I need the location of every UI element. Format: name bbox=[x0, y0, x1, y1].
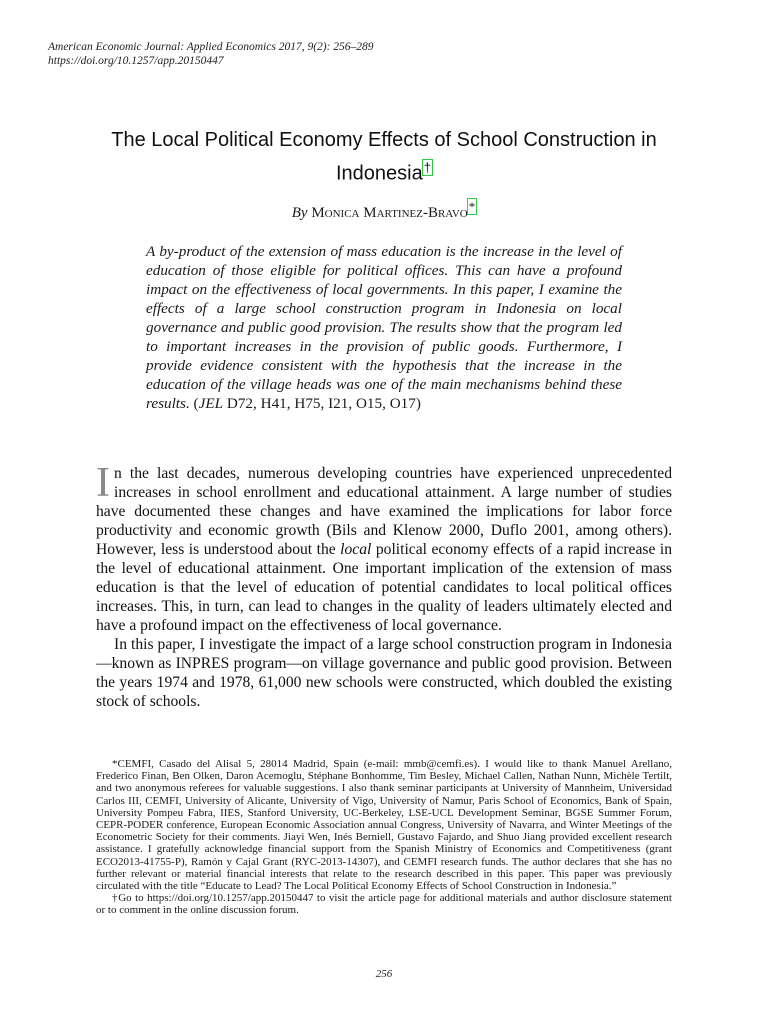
author-line bbox=[0, 197, 768, 223]
footnote-article-link: †Go to https://doi.org/10.1257/app.20150447 to visit the article page for additional materials and author disclosure statement or to comment in the online discussion forum. bbox=[96, 892, 672, 917]
journal-citation: American Economic Journal: Applied Economics 2017, 9(2): 256–289 bbox=[48, 41, 374, 53]
abstract-text: A by-product of the extension of mass education is the increase in the level of education of those eligible for political offices. This can have a profound impact on the effectiveness of local governments. In this paper, I examine the effects of a large school construction program in Indonesia on local governance and public good provision. The results show that the program led to important increases in the provision of public goods. Furthermore, I provide evidence consistent with the hypothesis that the increase in the education of the village heads was one of the main mechanisms behind these results. bbox=[146, 243, 622, 412]
paper-title-text: The Local Political Economy Effects of School Construction in Indonesia bbox=[111, 129, 657, 185]
jel-label: JEL bbox=[198, 395, 224, 412]
footnote-author: *CEMFI, Casado del Alisal 5, 28014 Madrid, Spain (e-mail: mmb@cemfi.es). I would like to thank Manuel Arellano, Frederico Finan, Ben Olken, Daron Acemoglu, Stéphane Bonhomme, Tim Besley, Michael Callen, Nathan Nunn, Michèle Tertilt, and two anonymous referees for valuable suggestions. I also thank seminar participants at University of Mannheim, Universidad Carlos III, CEMFI, University of Alicante, University of Vigo, University of Namur, Paris School of Economics, Bank of Spain, University Pompeu Fabra, IIES, Stanford University, UC-Berkeley, LSE-UCL Development Seminar, BGSE Summer Forum, CEPR-PODER conference, European Economic Association annual Congress, University of Navarra, and Winter Meetings of the Econometric Society for their comments. Jiayi Wen, Inés Berniell, Gustavo Fajardo, and Shuo Jiang provided excellent research assistance. I gratefully acknowledge financial support from the Spanish Ministry of Economics and Competitiveness (grant ECO2013-41755-P), Ramón y Cajal Grant (RYC-2013-14307), and CEMFI research funds. The author declares that she has no further relevant or material financial interests that relate to the research described in this paper. This paper was previously circulated with the title “Educate to Lead? The Local Political Economy Effects of School Construction in Indonesia.” bbox=[96, 758, 672, 893]
paragraph-2: In this paper, I investigate the impact of a large school construction program in Indonesia—known as INPRES program—on village governance and public good provision. Between the years 1974 and 1978, 61,000 new schools were constructed, which doubled the existing stock of schools. bbox=[96, 636, 672, 710]
title-footnote-link[interactable]: † bbox=[423, 160, 431, 175]
author-by: By bbox=[291, 205, 308, 221]
author-footnote-link[interactable]: * bbox=[468, 199, 476, 214]
abstract bbox=[146, 242, 622, 413]
page-number: 256 bbox=[375, 968, 393, 980]
author-name: Monica Martinez-Bravo bbox=[311, 205, 468, 221]
drop-cap: I bbox=[96, 460, 110, 506]
emphasis-local: local bbox=[340, 541, 372, 558]
footnotes bbox=[96, 758, 672, 917]
paper-title bbox=[70, 127, 698, 188]
jel-codes: (JEL D72, H41, H75, I21, O15, O17) bbox=[193, 395, 421, 412]
paragraph-1: In the last decades, numerous developing countries have experienced unprecedented increases in school enrollment and educational attainment. A large number of studies have documented these changes and have examined the implications for labor force productivity and economic growth (Bils and Klenow 2000, Duflo 2001, among others). However, less is understood about the local political economy effects of a rapid increase in the level of educational attainment. One important implication of the extension of mass education is that the level of education of potential candidates to local political offices increases. This, in turn, can lead to changes in the quality of leaders ultimately elected and have a profound impact on the effectiveness of local governance. bbox=[96, 460, 672, 634]
journal-header bbox=[48, 40, 374, 68]
body-text bbox=[96, 460, 672, 711]
doi-link[interactable]: https://doi.org/10.1257/app.20150447 bbox=[48, 55, 224, 67]
